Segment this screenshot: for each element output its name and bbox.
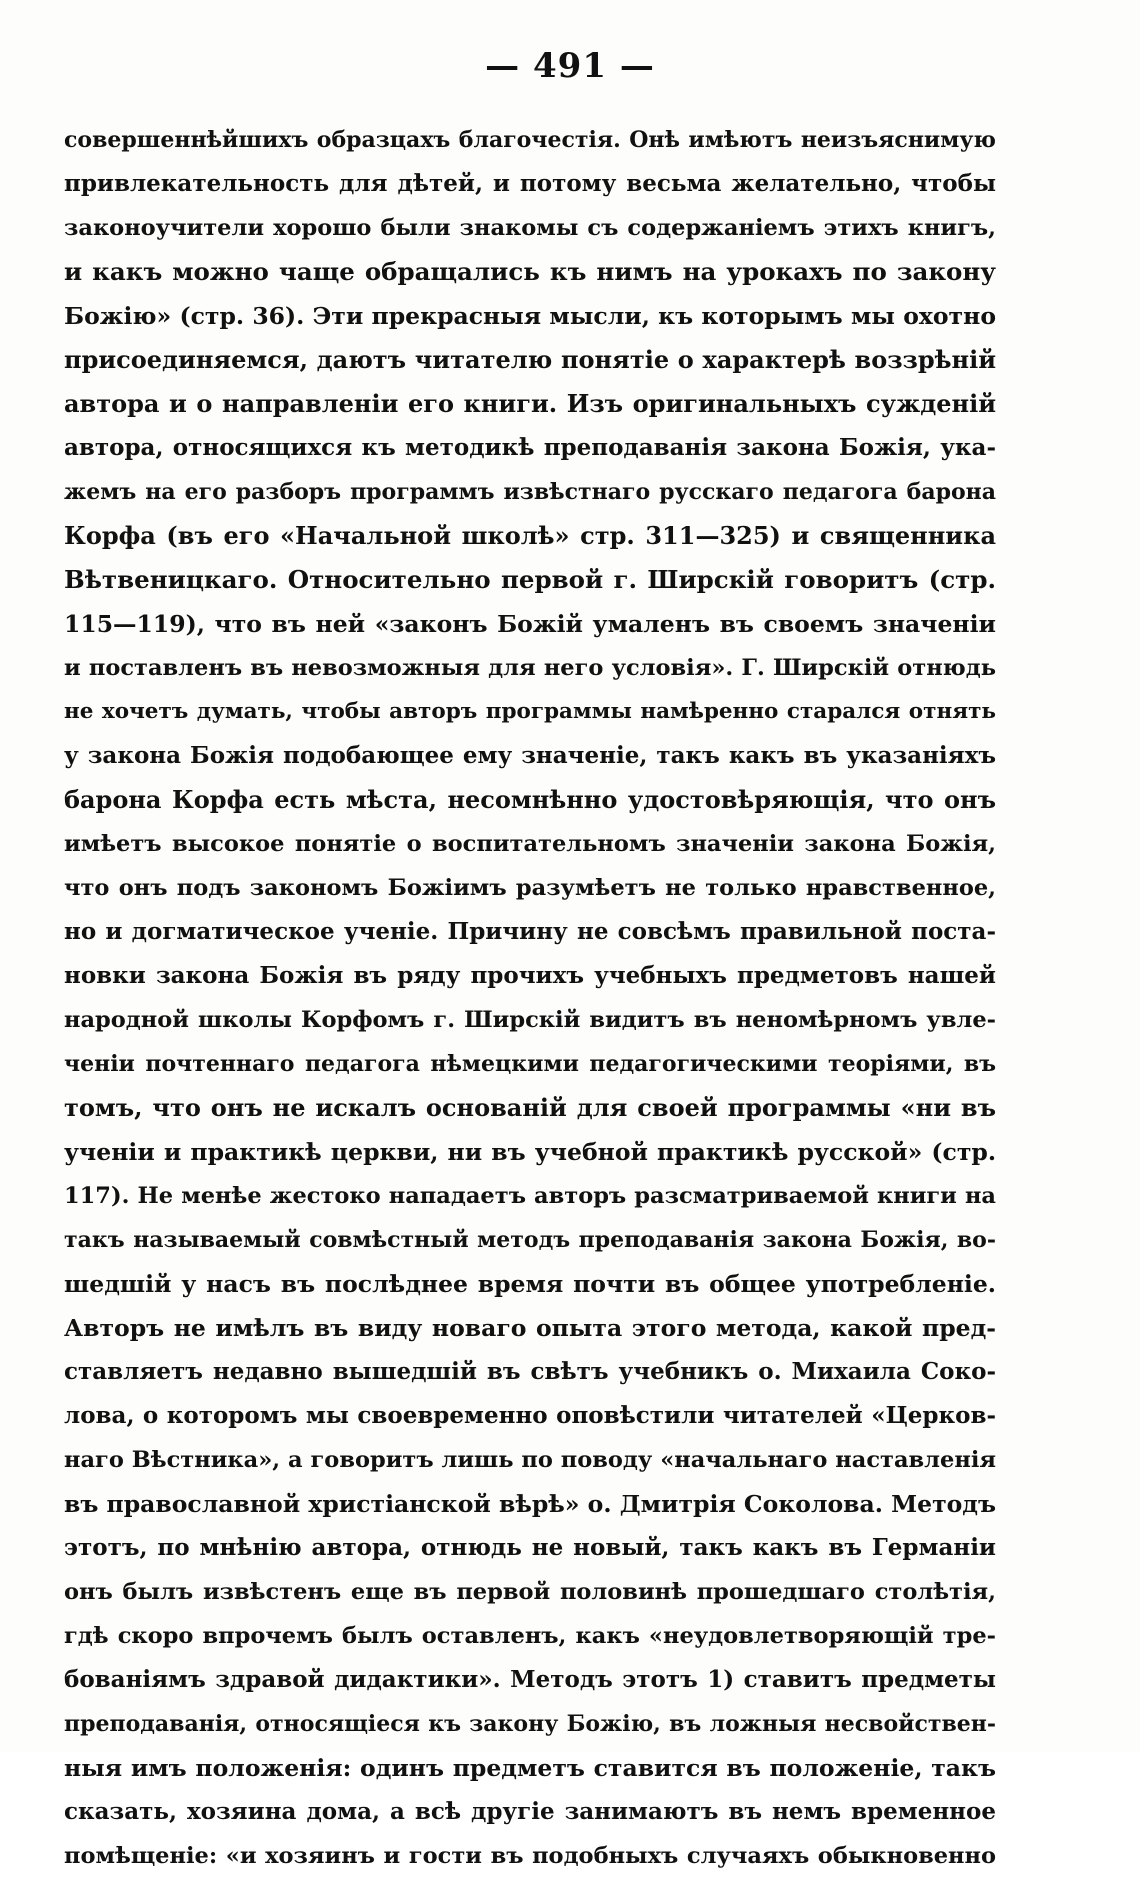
text-line: шедшій у насъ въ послѣднее время почти въ общее употребленіе.: [64, 1270, 996, 1298]
text-line: этотъ, по мнѣнію автора, отнюдь не новый, такъ какъ въ Германіи: [64, 1534, 996, 1561]
text-line: бованіямъ здравой дидактики». Методъ этотъ 1) ставитъ предметы: [64, 1666, 996, 1693]
text-line: онъ былъ извѣстенъ еще въ первой половинѣ прошедшаго столѣтія,: [64, 1579, 996, 1605]
text-line: Корфа (въ его «Начальной школѣ» стр. 311—325) и священника: [64, 521, 996, 550]
text-line: но и догматическое ученіе. Причину не совсѣмъ правильной поста-: [64, 918, 996, 945]
text-line: присоединяемся, даютъ читателю понятіе о характерѣ воззрѣній: [64, 345, 996, 374]
text-line: ставляетъ недавно вышедшій въ свѣтъ учебникъ о. Михаила Соко-: [64, 1358, 996, 1385]
body-text: [64, 118, 996, 1878]
text-line: Божію» (стр. 36). Эти прекрасныя мысли, къ которымъ мы охотно: [64, 302, 996, 330]
text-line: народной школы Корфомъ г. Ширскій видитъ въ неномѣрномъ увле-: [64, 1007, 996, 1033]
text-line: въ православной христіанской вѣрѣ» о. Дмитрія Соколова. Методъ: [64, 1490, 996, 1518]
page-number: — 491 —: [485, 46, 655, 86]
text-line: не хочетъ думать, чтобы авторъ программы намѣренно старался отнять: [64, 699, 996, 724]
text-line: гдѣ скоро впрочемъ былъ оставленъ, какъ «неудовлетворяющій тре-: [64, 1623, 996, 1649]
text-line: помѣщеніе: «и хозяинъ и гости въ подобныхъ случаяхъ обыкновенно: [64, 1843, 996, 1869]
text-line: Вѣтвеницкаго. Относительно первой г. Ширскій говоритъ (стр.: [64, 565, 996, 594]
text-line: наго Вѣстника», а говоритъ лишь по поводу «начальнаго наставленія: [64, 1447, 996, 1473]
text-line: сказать, хозяина дома, а всѣ другіе занимаютъ въ немъ временное: [64, 1798, 996, 1825]
text-line: жемъ на его разборъ программъ извѣстнаго русскаго педагога барона: [64, 479, 996, 505]
text-line: у закона Божія подобающее ему значеніе, такъ какъ въ указаніяхъ: [64, 742, 996, 769]
text-line: барона Корфа есть мѣста, несомнѣнно удостовѣряющія, что онъ: [64, 785, 996, 814]
text-line: законоучители хорошо были знакомы съ содержаніемъ этихъ книгъ,: [64, 215, 996, 241]
text-line: Авторъ не имѣлъ въ виду новаго опыта этого метода, какой пред-: [64, 1314, 996, 1342]
text-line: автора и о направленіи его книги. Изъ оригинальныхъ сужденій: [64, 389, 996, 418]
text-line: автора, относящихся къ методикѣ преподаванія закона Божія, ука-: [64, 434, 996, 461]
text-line: томъ, что онъ не искалъ основаній для своей программы «ни въ: [64, 1093, 996, 1122]
text-line: и поставленъ въ невозможныя для него условія». Г. Ширскій отнюдь: [64, 655, 996, 681]
text-line: новки закона Божія въ ряду прочихъ учебныхъ предметовъ нашей: [64, 962, 996, 989]
text-line: лова, о которомъ мы своевременно оповѣстили читателей «Церков-: [64, 1402, 996, 1429]
text-line: совершеннѣйшихъ образцахъ благочестія. Онѣ имѣютъ неизъяснимую: [64, 127, 996, 153]
text-line: 117). Не менѣе жестоко нападаетъ авторъ разсматриваемой книги на: [64, 1183, 996, 1209]
text-line: преподаванія, относящіеся къ закону Божію, въ ложныя несвойствен-: [64, 1711, 996, 1737]
text-line: и какъ можно чаще обращались къ нимъ на урокахъ по закону: [64, 257, 996, 286]
text-line: ученіи и практикѣ церкви, ни въ учебной практикѣ русской» (стр.: [64, 1138, 996, 1166]
text-line: 115—119), что въ ней «законъ Божій умаленъ въ своемъ значеніи: [64, 610, 996, 638]
text-line: ченіи почтеннаго педагога нѣмецкими педагогическими теоріями, въ: [64, 1051, 996, 1077]
text-line: имѣетъ высокое понятіе о воспитательномъ значеніи закона Божія,: [64, 831, 996, 857]
text-line: что онъ подъ закономъ Божіимъ разумѣетъ не только нравственное,: [64, 875, 996, 901]
text-line: ныя имъ положенія: одинъ предметъ ставится въ положеніе, такъ: [64, 1754, 996, 1782]
text-line: привлекательность для дѣтей, и потому весьма желательно, чтобы: [64, 170, 996, 197]
text-line: такъ называемый совмѣстный методъ преподаванія закона Божія, во-: [64, 1227, 996, 1253]
